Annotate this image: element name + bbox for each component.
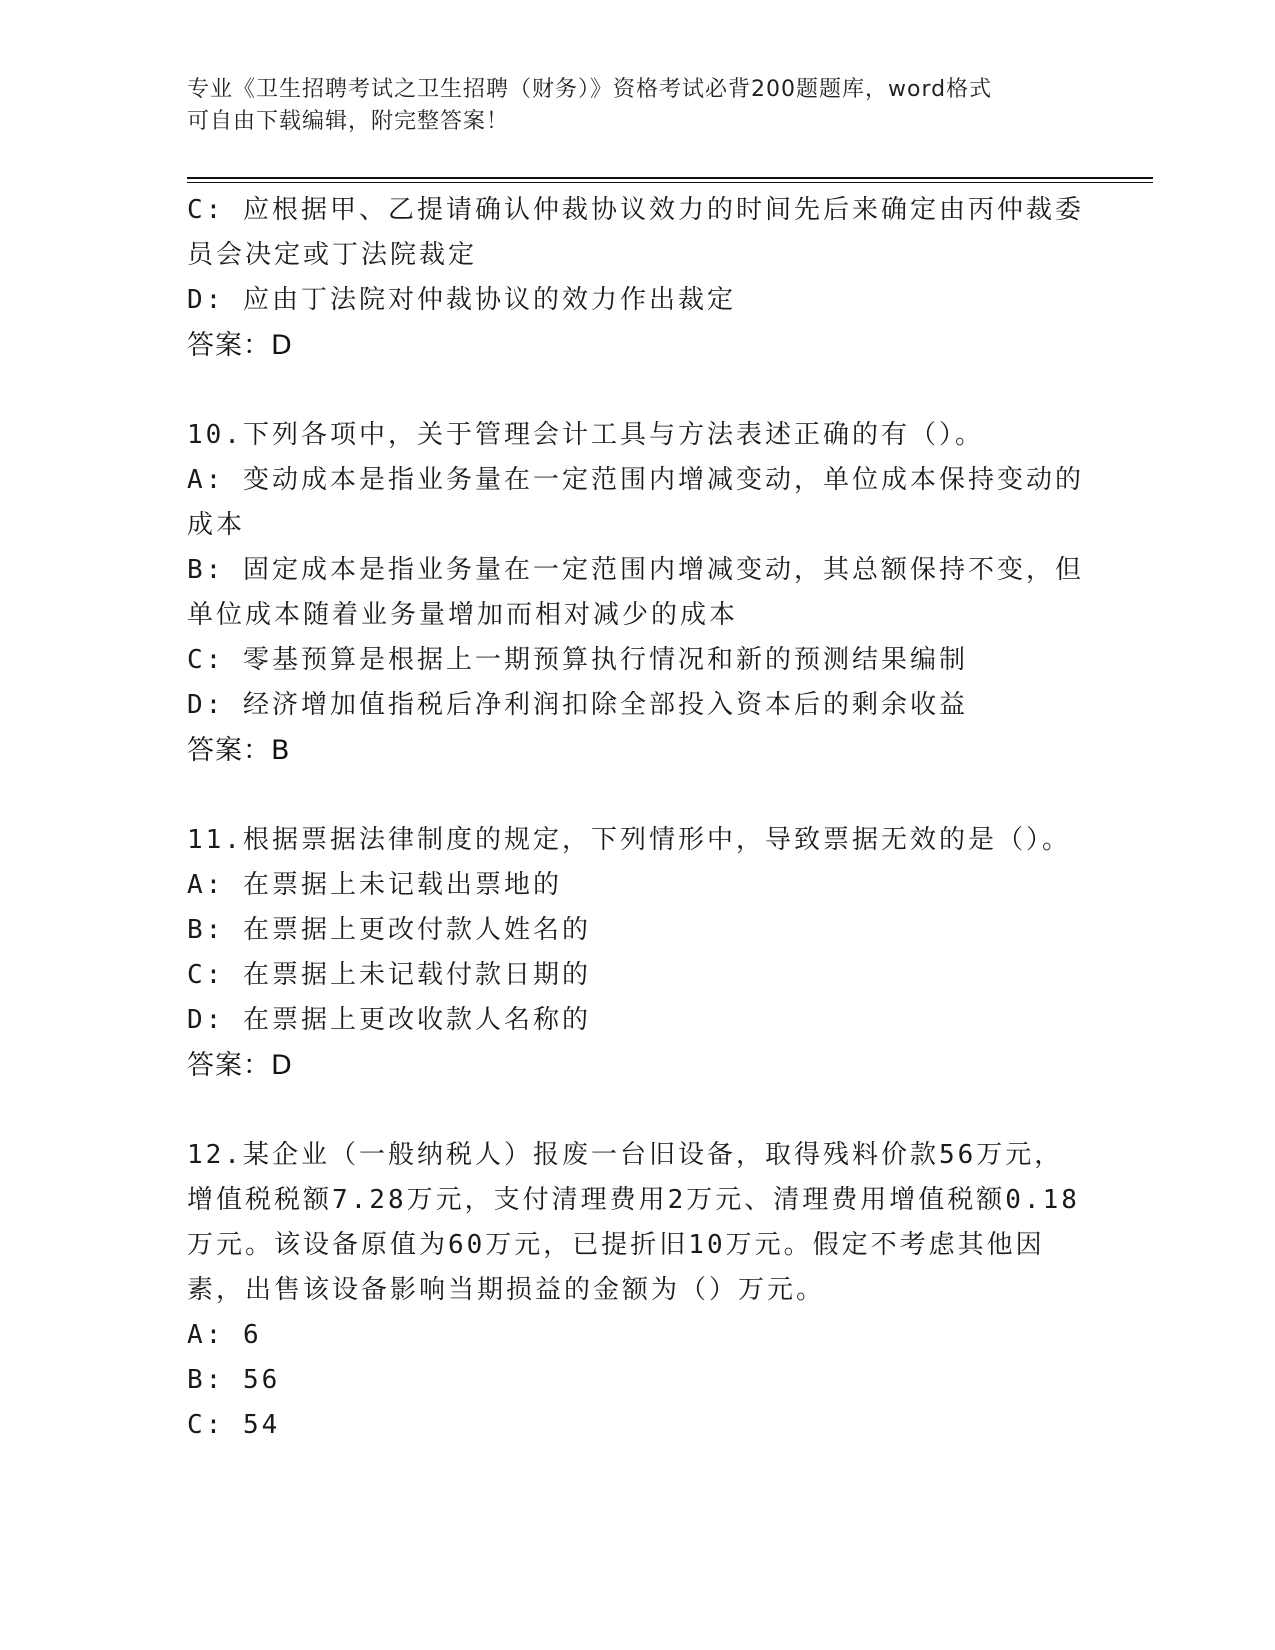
q12-stem-line-4: 素，出售该设备影响当期损益的金额为（）万元。 xyxy=(187,1275,826,1305)
q10-answer: 答案：B xyxy=(187,735,291,766)
document-header xyxy=(187,74,1067,138)
question-12 xyxy=(187,1133,1087,1448)
document-body xyxy=(187,188,1087,1448)
q12-option-a: A: 6 xyxy=(187,1320,262,1350)
q9-option-c-line-1: C: 应根据甲、乙提请确认仲裁协议效力的时间先后来确定由丙仲裁委 xyxy=(187,195,1084,225)
question-10 xyxy=(187,413,1087,773)
q11-option-c: C: 在票据上未记载付款日期的 xyxy=(187,960,591,990)
q9-answer: 答案：D xyxy=(187,330,293,361)
q11-option-a: A: 在票据上未记载出票地的 xyxy=(187,870,562,900)
spacer xyxy=(187,368,1087,413)
q12-option-c: C: 54 xyxy=(187,1410,281,1440)
q10-option-b-line-1: B: 固定成本是指业务量在一定范围内增减变动，其总额保持不变，但 xyxy=(187,555,1084,585)
q10-option-c: C: 零基预算是根据上一期预算执行情况和新的预测结果编制 xyxy=(187,645,968,675)
q10-option-a-line-1: A: 变动成本是指业务量在一定范围内增减变动，单位成本保持变动的 xyxy=(187,465,1084,495)
q10-option-b-line-2: 单位成本随着业务量增加而相对减少的成本 xyxy=(187,600,739,630)
q10-option-d: D: 经济增加值指税后净利润扣除全部投入资本后的剩余收益 xyxy=(187,690,968,720)
q11-option-d: D: 在票据上更改收款人名称的 xyxy=(187,1005,591,1035)
header-divider-thick xyxy=(187,177,1153,179)
header-divider-thin xyxy=(187,182,1153,183)
q12-stem-line-2: 增值税税额7.28万元，支付清理费用2万元、清理费用增值税额0.18 xyxy=(187,1185,1080,1215)
q11-answer: 答案：D xyxy=(187,1050,293,1081)
q12-stem-line-1: 12.某企业（一般纳税人）报废一台旧设备，取得残料价款56万元， xyxy=(187,1140,1064,1170)
question-11 xyxy=(187,818,1087,1088)
spacer xyxy=(187,1088,1087,1133)
q10-stem: 10.下列各项中，关于管理会计工具与方法表述正确的有（）。 xyxy=(187,420,984,450)
header-title-line-1: 专业《卫生招聘考试之卫生招聘（财务）》资格考试必背200题题库，word格式 xyxy=(187,77,993,102)
q11-stem: 11.根据票据法律制度的规定，下列情形中，导致票据无效的是（）。 xyxy=(187,825,1071,855)
q11-option-b: B: 在票据上更改付款人姓名的 xyxy=(187,915,591,945)
question-9 xyxy=(187,188,1087,368)
q9-option-c-line-2: 员会决定或丁法院裁定 xyxy=(187,240,478,270)
q12-stem-line-3: 万元。该设备原值为60万元，已提折旧10万元。假定不考虑其他因 xyxy=(187,1230,1045,1260)
q9-option-d: D: 应由丁法院对仲裁协议的效力作出裁定 xyxy=(187,285,736,315)
q10-option-a-line-2: 成本 xyxy=(187,510,246,540)
spacer xyxy=(187,773,1087,818)
header-title-line-2: 可自由下载编辑，附完整答案！ xyxy=(187,109,510,134)
q12-option-b: B: 56 xyxy=(187,1365,281,1395)
